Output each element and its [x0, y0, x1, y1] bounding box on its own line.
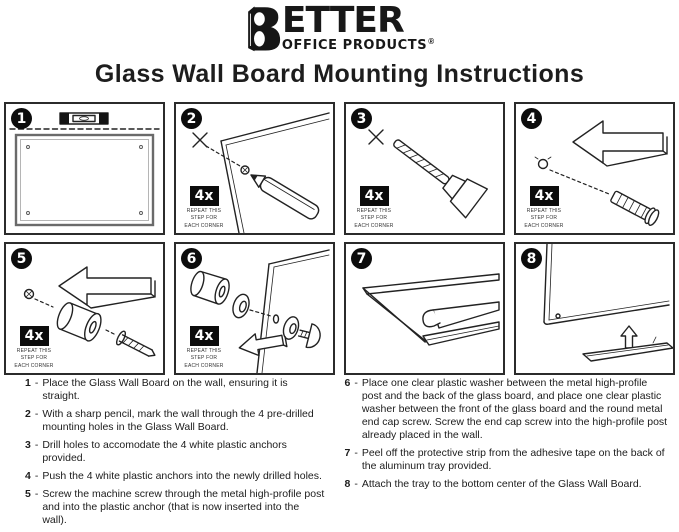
brand-word: ETTER [282, 4, 404, 37]
repeat-count-label: 4x [530, 186, 559, 206]
instruction-item-7: 7 - Peel off the protective strip from the adhesive tape on the back of the aluminum tray provided. [345, 447, 670, 473]
repeat-count-label: 4x [360, 186, 389, 206]
instruction-column-right [340, 377, 679, 532]
step-panel-2 [174, 102, 335, 235]
page-title: Glass Wall Board Mounting Instructions [95, 60, 584, 89]
step-number-badge: 5 [11, 248, 32, 269]
instruction-column-left [0, 377, 340, 532]
step-panel-5 [4, 242, 165, 375]
step-number-badge: 6 [181, 248, 202, 269]
repeat-count-label: 4x [20, 326, 49, 346]
step-panel-6 [174, 242, 335, 375]
step-number-badge: 1 [11, 108, 32, 129]
step-number-badge: 4 [521, 108, 542, 129]
step-number-badge: 2 [181, 108, 202, 129]
repeat-count-label: 4x [190, 186, 219, 206]
repeat-badge: 4x REPEAT THIS STEP FOR EACH CORNER [351, 186, 397, 231]
header [0, 4, 679, 89]
step-panel-1 [4, 102, 165, 235]
step-panel-grid [4, 102, 675, 375]
step-panel-4 [514, 102, 675, 235]
instruction-item-3: 3 - Drill holes to accomodate the 4 white plastic anchors provided. [25, 439, 326, 465]
instruction-item-5: 5 - Screw the machine screw through the metal high-profile post and into the plastic anchor (that is now inserted into the wall). [25, 488, 326, 527]
step-number-badge: 7 [351, 248, 372, 269]
instruction-item-4: 4 - Push the 4 white plastic anchors into the newly drilled holes. [25, 470, 326, 483]
repeat-badge: 4x REPEAT THIS STEP FOR EACH CORNER [11, 326, 57, 371]
instruction-item-1: 1 - Place the Glass Wall Board on the wall, ensuring it is straight. [25, 377, 326, 403]
brand-subtitle: OFFICE PRODUCTS [282, 38, 427, 53]
step-number-badge: 3 [351, 108, 372, 129]
step-panel-3 [344, 102, 505, 235]
brand-logo [245, 4, 434, 53]
step-panel-8 [514, 242, 675, 375]
repeat-badge: 4x REPEAT THIS STEP FOR EACH CORNER [521, 186, 567, 231]
instruction-item-8: 8 - Attach the tray to the bottom center of the Glass Wall Board. [345, 478, 670, 491]
repeat-badge: 4x REPEAT THIS STEP FOR EACH CORNER [181, 186, 227, 231]
step-number-badge: 8 [521, 248, 542, 269]
instruction-item-2: 2 - With a sharp pencil, mark the wall through the 4 pre-drilled mounting holes in the Glass Wall Board. [25, 408, 326, 434]
instruction-item-6: 6 - Place one clear plastic washer between the metal high-profile post and the back of the glass board, and place one clear plastic washer between the front of the glass board and the round metal end cap screw. Screw the end cap screw into the high-profile post already placed in the wall. [345, 377, 670, 442]
repeat-badge: 4x REPEAT THIS STEP FOR EACH CORNER [181, 326, 227, 371]
instruction-list [0, 377, 679, 532]
book-logo-icon [245, 4, 281, 52]
registered-mark: ® [428, 37, 434, 46]
repeat-count-label: 4x [190, 326, 219, 346]
step-panel-7 [344, 242, 505, 375]
